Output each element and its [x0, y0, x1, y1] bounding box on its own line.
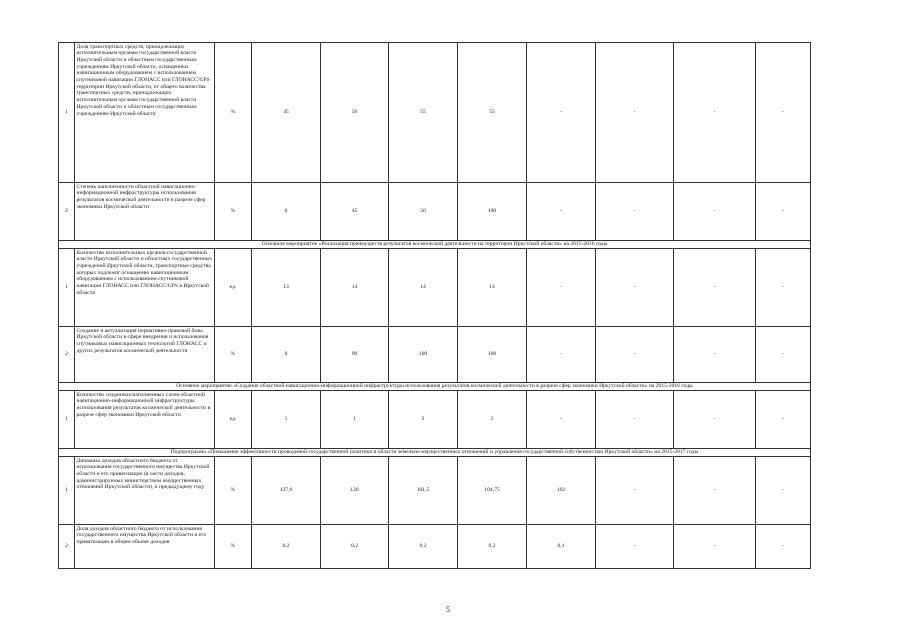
section-row: [59, 241, 811, 249]
section-heading: Основное мероприятие «Реализация преимуществ результатов космической деятельности на территории Иркутской области» на 2015-2016 годы: [59, 241, 811, 249]
table-row: [59, 183, 811, 241]
page-number: 5: [446, 605, 450, 614]
section-row: [59, 383, 811, 391]
value-cell: 137,6: [252, 457, 321, 525]
row-number: 1: [59, 43, 75, 183]
value-cell: -: [596, 391, 674, 449]
value-cell: -: [674, 391, 756, 449]
value-cell: -: [674, 327, 756, 383]
value-cell: -: [674, 525, 756, 569]
value-cell: 50: [389, 183, 458, 241]
table-row: [59, 249, 811, 327]
value-cell: -: [596, 183, 674, 241]
unit-cell: %: [215, 525, 252, 569]
value-cell: -: [527, 391, 596, 449]
value-cell: -: [756, 183, 811, 241]
section-row: [59, 449, 811, 457]
unit-cell: %: [215, 327, 252, 383]
value-cell: -: [596, 327, 674, 383]
value-cell: 104,75: [458, 457, 527, 525]
indicator-name: Доля доходов областного бюджета от использования государственного имущества Иркутской области и его приватизации в общем объеме доходов: [75, 525, 215, 569]
row-number: 1: [59, 249, 75, 327]
value-cell: 0,2: [458, 525, 527, 569]
value-cell: -: [756, 249, 811, 327]
value-cell: 102: [527, 457, 596, 525]
unit-cell: ед.: [215, 391, 252, 449]
indicator-name: Динамика доходов областного бюджета от использования государственного имущества Иркутской области и его приватизации (в части доходов, администрируемых министерством имущественных отношений Иркутской области), к предыдущему году: [75, 457, 215, 525]
table-row: [59, 391, 811, 449]
value-cell: 1: [252, 391, 321, 449]
value-cell: -: [596, 249, 674, 327]
table-row: [59, 457, 811, 525]
indicator-name: Количество исполнительных органов государственной власти Иркутской области и областных государственных учреждений Иркутской области, транспортные средства которых подлежат оснащению навигационным оборудованием с использованием спутниковой навигации ГЛОНАСС или ГЛОНАСС/GPS в Иркутской области: [75, 249, 215, 327]
value-cell: 0: [252, 183, 321, 241]
unit-cell: ед.: [215, 249, 252, 327]
value-cell: -: [596, 457, 674, 525]
value-cell: 0,2: [389, 525, 458, 569]
value-cell: -: [674, 183, 756, 241]
value-cell: -: [596, 43, 674, 183]
value-cell: -: [756, 457, 811, 525]
value-cell: 13: [252, 249, 321, 327]
value-cell: -: [527, 249, 596, 327]
unit-cell: %: [215, 457, 252, 525]
value-cell: 1: [321, 391, 389, 449]
table-row: [59, 327, 811, 383]
section-heading: Основное мероприятие «Создание областной навигационно-информационной инфраструктуры использования результатов космической деятельности в разрезе сфер экономики Иркутской области» на 2015-2016 годы: [59, 383, 811, 391]
value-cell: -: [674, 457, 756, 525]
value-cell: 0,2: [252, 525, 321, 569]
value-cell: -: [596, 525, 674, 569]
value-cell: 55: [389, 43, 458, 183]
value-cell: 2: [389, 391, 458, 449]
value-cell: 101,5: [389, 457, 458, 525]
indicator-name: Создание и актуализация нормативно-правовой базы Иркутской области в сфере внедрения и использования спутниковых навигационных технологий ГЛОНАСС и других результатов космической деятельности: [75, 327, 215, 383]
value-cell: 2: [458, 391, 527, 449]
unit-cell: %: [215, 43, 252, 183]
row-number: 2: [59, 525, 75, 569]
row-number: 2: [59, 183, 75, 241]
row-number: 1: [59, 457, 75, 525]
value-cell: 90: [321, 327, 389, 383]
value-cell: -: [527, 43, 596, 183]
value-cell: 0: [252, 327, 321, 383]
row-number: 2: [59, 327, 75, 383]
value-cell: -: [756, 525, 811, 569]
value-cell: -: [527, 183, 596, 241]
row-number: 1: [59, 391, 75, 449]
value-cell: 14: [458, 249, 527, 327]
value-cell: -: [756, 43, 811, 183]
indicator-name: Количество созданных/наполненных слоев областной навигационно-информационной инфраструктуры использования результатов космической деятельности в разрезе сфер экономики Иркутской области: [75, 391, 215, 449]
value-cell: -: [674, 249, 756, 327]
value-cell: 100: [458, 327, 527, 383]
value-cell: 14: [389, 249, 458, 327]
indicator-name: Доля транспортных средств, принадлежащих исполнительным органам государственной власти Иркутской области и областным государственным учреждениям Иркутской области, оснащенных навигационным оборудованием с использованием спутниковой навигации ГЛОНАСС или ГЛОНАСС/GPS территории Иркутской области, от общего количества транспортных средств, принадлежащих исполнительным органам государственной власти Иркутской области и областным государственным учреждениям Иркутской области: [75, 43, 215, 183]
value-cell: 45: [252, 43, 321, 183]
indicator-name: Степень наполненности областной навигационно-информационной инфраструктуры использования результатов космической деятельности в разрезе сфер экономики Иркутской области: [75, 183, 215, 241]
value-cell: 45: [321, 183, 389, 241]
table-row: [59, 525, 811, 569]
value-cell: -: [756, 327, 811, 383]
value-cell: 0,2: [321, 525, 389, 569]
value-cell: 14: [321, 249, 389, 327]
value-cell: 50: [321, 43, 389, 183]
value-cell: 100: [458, 183, 527, 241]
unit-cell: %: [215, 183, 252, 241]
subprogram-heading: Подпрограмма «Повышение эффективности проводимой государственной политики в области земельно-имущественных отношений и управления государственной собственностью Иркутской области» на 2015-2017 годы: [59, 449, 811, 457]
value-cell: -: [756, 391, 811, 449]
value-cell: 120: [321, 457, 389, 525]
value-cell: 0,1: [527, 525, 596, 569]
value-cell: 100: [389, 327, 458, 383]
value-cell: -: [674, 43, 756, 183]
table-row: [59, 43, 811, 183]
value-cell: 55: [458, 43, 527, 183]
indicators-table: [58, 42, 811, 569]
value-cell: -: [527, 327, 596, 383]
